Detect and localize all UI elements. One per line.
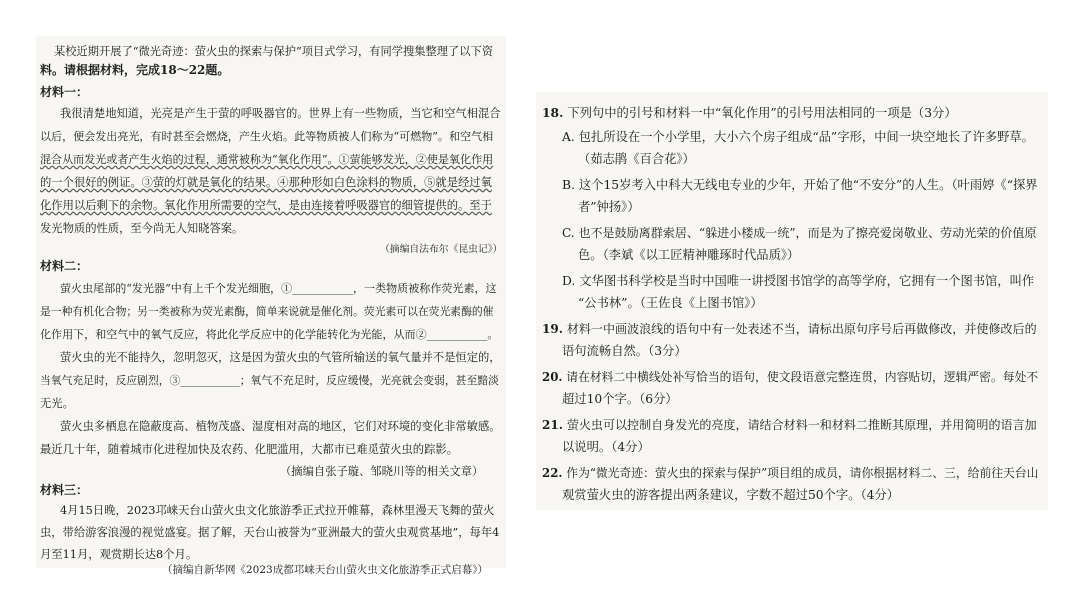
option-c: C. 也不是鼓励离群索居、“躲进小楼成一统”，而是为了擦亮爱岗敬业、劳动光荣的价值原 xyxy=(562,226,1037,240)
question-19-line: 材料一中画波浪线的语句中有一处表述不当，请标出原句序号后再做修改，并使修改后的 xyxy=(566,322,1037,336)
material-1-heading: 材料一： xyxy=(40,85,89,99)
question-22-line: 观赏萤火虫的游客提出两条建议，字数不超过50个字。（4分） xyxy=(562,488,900,502)
material-3-line: 4月15日晚，2023邛崃天台山萤火虫文化旅游季正式拉开帷幕，森林里漫天飞舞的萤火 xyxy=(60,504,495,517)
material-2-line: 最近几十年，随着城市化进程加快及农药、化肥滥用，大都市已难觅萤火虫的踪影。 xyxy=(40,443,458,456)
question-21-number: 21. xyxy=(542,418,563,432)
material-2-heading: 材料二： xyxy=(40,259,89,273)
material-2-line: 萤火虫的光不能持久，忽明忽灭，这是因为萤火虫的气管所输送的氧气量并不是恒定的， xyxy=(60,351,501,364)
material-3-source: （摘编自新华网《2023成都邛崃天台山萤火虫文化旅游季正式启幕》） xyxy=(162,564,488,576)
material-1-line: 我很清楚地知道，光亮是产生于萤的呼吸器官的。世界上有一些物质，当它和空气相混合 xyxy=(60,107,501,120)
question-22-number: 22. xyxy=(542,466,563,480)
question-22 xyxy=(542,464,1038,482)
question-19 xyxy=(542,320,1037,338)
material-2-line: 萤火虫多栖息在隐蔽度高、植物茂盛、湿度相对高的地区，它们对环境的变化非常敏感。 xyxy=(60,420,501,433)
option-a: A. 包扎所设在一个小学里，大小六个房子组成“品”字形，中间一块空地长了许多野草。 xyxy=(562,130,1034,144)
material-2-line: 萤火虫尾部的“发光器”中有上千个发光细胞，①___________，一类物质被称作荧光素，这 xyxy=(60,282,497,295)
question-18-number: 18. xyxy=(542,105,564,120)
material-2-line: 无光。 xyxy=(40,397,74,410)
option-a-source: （茹志鹃《百合花》） xyxy=(578,152,695,166)
question-21-line: 萤火虫可以控制自身发光的亮度，请结合材料一和材料二推断其原理，并用简明的语言加 xyxy=(566,418,1037,432)
material-2-source: （摘编自张子璇、邹晓川等的相关文章） xyxy=(280,465,484,478)
option-b: B. 这个15岁考入中科大无线电专业的少年，开始了他“不安分”的人生。（叶雨婷《“探界 xyxy=(562,178,1038,192)
material-1-line: 以后，便会发出亮光，有时甚至会燃烧，产生火焰。此等物质被人们称为“可燃物”。和空气相 xyxy=(40,130,494,143)
question-18 xyxy=(542,104,957,122)
material-1-wavy-line: 的一个很好的例证。③萤的灯就是氧化的结果。④那种形如白色涂料的物质，⑤就是经过氧 xyxy=(40,176,492,189)
material-3-heading: 材料三： xyxy=(40,483,89,497)
question-21 xyxy=(542,416,1037,434)
question-20 xyxy=(542,368,1038,386)
intro-line-2: 料。请根据材料，完成18～22题。 xyxy=(40,63,230,77)
intro-line-1: 某校近期开展了“微光奇迹：萤火虫的探索与保护”项目式学习，有同学搜集整理了以下资 xyxy=(54,45,494,58)
material-1-wavy-line: 混合从而发光或者产生火焰的过程，通常被称为“氧化作用”。①萤能够发光，②使是氧化作用 xyxy=(40,153,494,166)
material-3-line: 月至11月，观赏期长达8个月。 xyxy=(40,548,198,561)
left-page xyxy=(36,36,506,576)
question-18-stem: 下列句中的引号和材料一中“氧化作用”的引号用法相同的一项是（3分） xyxy=(567,106,957,120)
question-19-line: 语句流畅自然。（3分） xyxy=(562,344,687,358)
right-page xyxy=(536,92,1048,510)
question-20-number: 20. xyxy=(542,370,563,384)
question-21-line: 以说明。（4分） xyxy=(562,440,650,454)
material-2-line: 化作用下，和空气中的氧气反应，将此化学反应中的化学能转化为光能，从而②___________。 xyxy=(40,328,499,341)
option-b-source: 者”钟扬》） xyxy=(578,200,640,214)
material-1-source: （摘编自法布尔《昆虫记》） xyxy=(380,244,503,255)
material-1-wavy-line: 化作用以后剩下的余物。氧化作用所需要的空气，是由连接着呼吸器官的细管提供的。至于 xyxy=(40,199,492,212)
option-d: D. 文华图书科学校是当时中国唯一讲授图书馆学的高等学府，它拥有一个图书馆，叫作 xyxy=(562,274,1035,288)
material-1-line: 发光物质的性质，至今尚无人知晓答案。 xyxy=(40,222,244,235)
material-2-line: 当氧气充足时，反应剧烈，③___________；氧气不充足时，反应缓慢，光亮就会变弱，甚至黯淡 xyxy=(40,374,499,387)
option-d-source: “公书林”。（王佐良《上图书馆》） xyxy=(578,296,763,310)
option-c-source: 色。（李斌《以工匠精神雕琢时代品质》） xyxy=(578,248,800,262)
question-20-line: 请在材料二中横线处补写恰当的语句，使文段语意完整连贯，内容贴切，逻辑严密。每处不 xyxy=(566,370,1039,384)
question-19-number: 19. xyxy=(542,322,563,336)
question-20-line: 超过10个字。（6分） xyxy=(562,392,678,406)
question-22-line: 作为“微光奇迹：萤火虫的探索与保护”项目组的成员，请你根据材料二、三，给前往天台山 xyxy=(566,466,1039,480)
material-3-line: 虫，带给游客浪漫的视觉盛宴。据了解，天台山被誉为“亚洲最大的萤火虫观赏基地”，每年4 xyxy=(40,526,500,539)
material-2-line: 是一种有机化合物；另一类被称为荧光素酶，简单来说就是催化剂。荧光素可以在荧光素酶的催 xyxy=(40,305,494,318)
